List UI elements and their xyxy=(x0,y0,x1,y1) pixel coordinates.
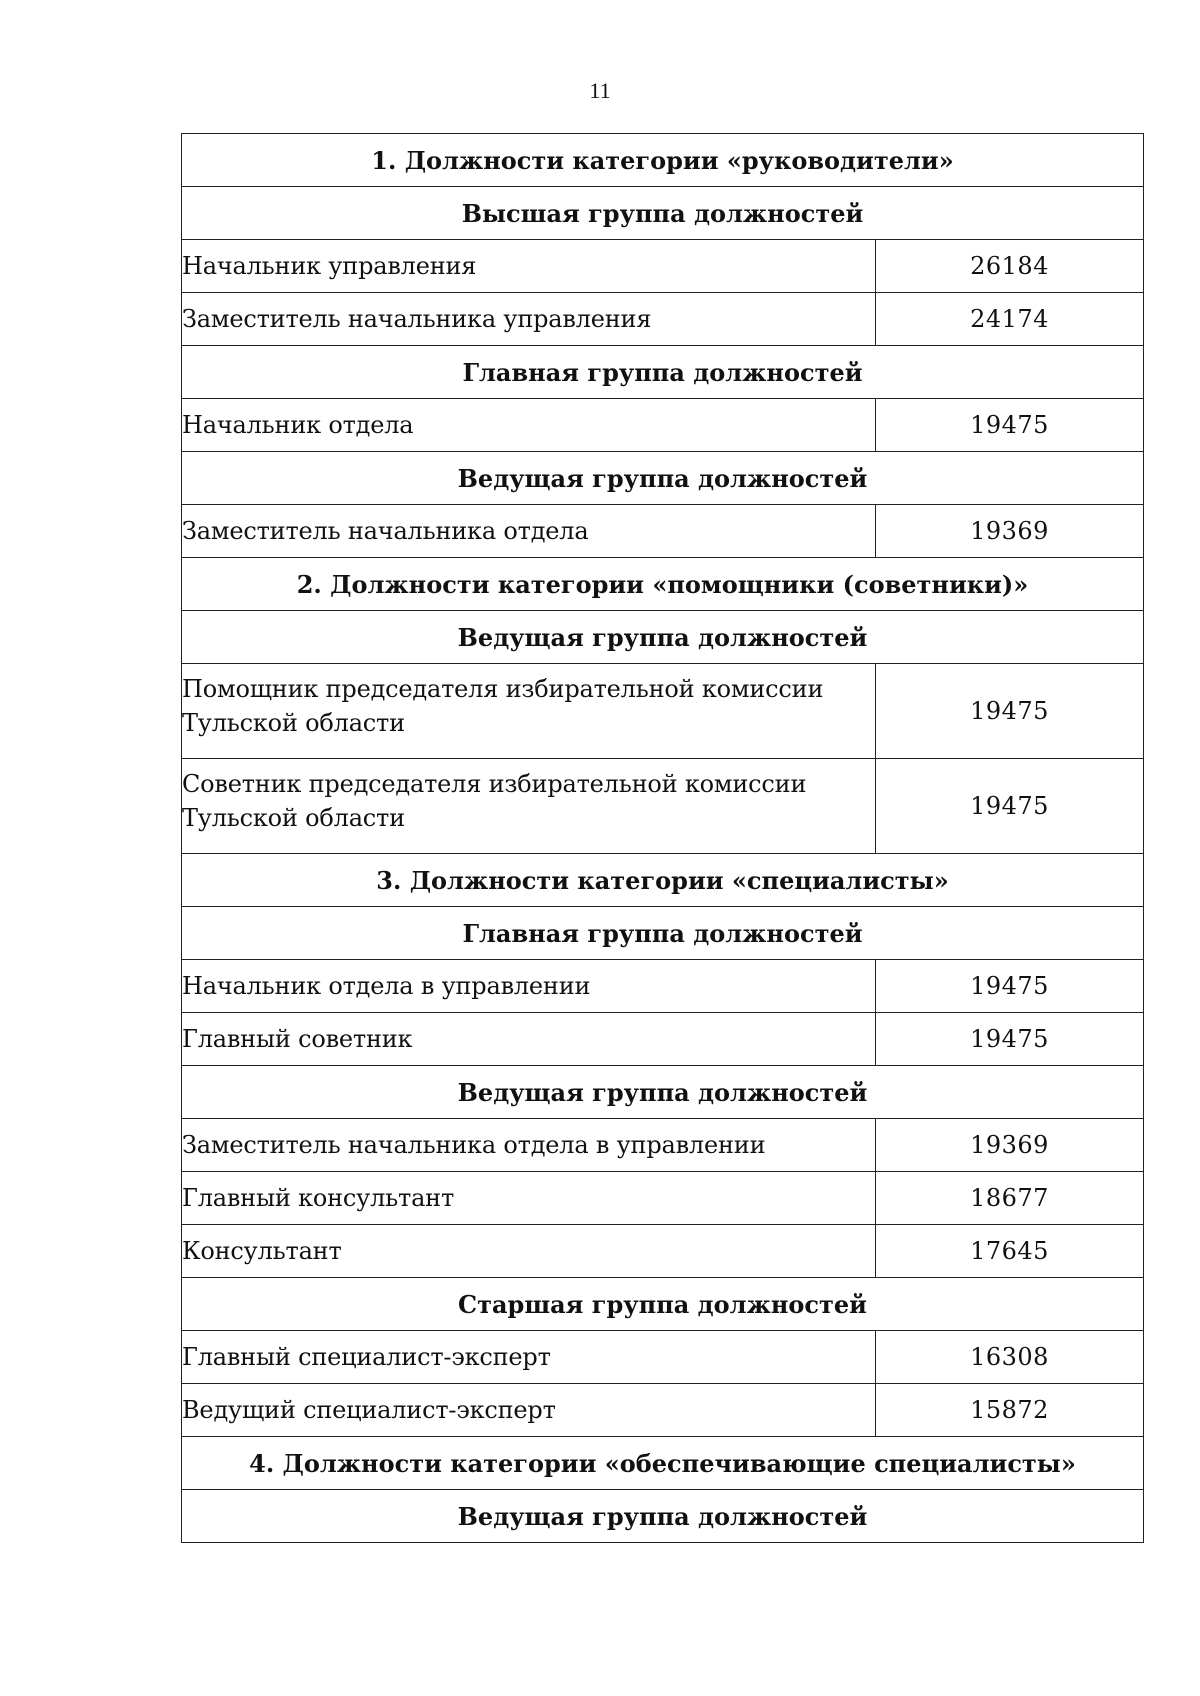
table-row xyxy=(182,1384,1144,1437)
salary-value: 19475 xyxy=(876,399,1144,452)
salary-value: 19475 xyxy=(876,1013,1144,1066)
position-name: Главный специалист-эксперт xyxy=(182,1331,876,1384)
position-name: Главный консультант xyxy=(182,1172,876,1225)
table-row xyxy=(182,1172,1144,1225)
section-header-row xyxy=(182,558,1144,611)
salary-value: 26184 xyxy=(876,240,1144,293)
group-title: Высшая группа должностей xyxy=(182,187,1144,240)
group-header-row xyxy=(182,187,1144,240)
group-header-row xyxy=(182,1066,1144,1119)
table-row xyxy=(182,1119,1144,1172)
table-row xyxy=(182,1013,1144,1066)
position-name: Заместитель начальника отдела в управлении xyxy=(182,1119,876,1172)
group-header-row xyxy=(182,346,1144,399)
group-title: Ведущая группа должностей xyxy=(182,1066,1144,1119)
table-row xyxy=(182,960,1144,1013)
group-header-row xyxy=(182,907,1144,960)
position-name: Заместитель начальника отдела xyxy=(182,505,876,558)
table-row xyxy=(182,1331,1144,1384)
group-header-row xyxy=(182,1490,1144,1543)
page-number: 11 xyxy=(589,78,611,103)
group-title: Ведущая группа должностей xyxy=(182,452,1144,505)
salary-value: 19475 xyxy=(876,664,1144,759)
position-name: Начальник отдела xyxy=(182,399,876,452)
section-title: 1. Должности категории «руководители» xyxy=(182,134,1144,187)
table-row xyxy=(182,240,1144,293)
position-name: Ведущий специалист-эксперт xyxy=(182,1384,876,1437)
group-title: Старшая группа должностей xyxy=(182,1278,1144,1331)
position-name: Консультант xyxy=(182,1225,876,1278)
salary-value: 24174 xyxy=(876,293,1144,346)
salary-table xyxy=(181,133,1144,1543)
section-title: 3. Должности категории «специалисты» xyxy=(182,854,1144,907)
position-name: Заместитель начальника управления xyxy=(182,293,876,346)
salary-value: 18677 xyxy=(876,1172,1144,1225)
table-row xyxy=(182,664,1144,759)
table-row xyxy=(182,293,1144,346)
section-title: 2. Должности категории «помощники (советники)» xyxy=(182,558,1144,611)
salary-value: 19369 xyxy=(876,505,1144,558)
position-name: Помощник председателя избирательной комиссии Тульской области xyxy=(182,664,876,759)
position-name: Начальник управления xyxy=(182,240,876,293)
section-header-row xyxy=(182,1437,1144,1490)
salary-value: 19475 xyxy=(876,960,1144,1013)
section-header-row xyxy=(182,854,1144,907)
table-body xyxy=(182,134,1144,1543)
section-title: 4. Должности категории «обеспечивающие специалисты» xyxy=(182,1437,1144,1490)
salary-value: 19475 xyxy=(876,759,1144,854)
group-title: Главная группа должностей xyxy=(182,907,1144,960)
salary-value: 17645 xyxy=(876,1225,1144,1278)
group-title: Главная группа должностей xyxy=(182,346,1144,399)
section-header-row xyxy=(182,134,1144,187)
table-row xyxy=(182,505,1144,558)
table-row xyxy=(182,759,1144,854)
group-header-row xyxy=(182,1278,1144,1331)
position-name: Начальник отдела в управлении xyxy=(182,960,876,1013)
salary-value: 19369 xyxy=(876,1119,1144,1172)
salary-value: 16308 xyxy=(876,1331,1144,1384)
position-name: Главный советник xyxy=(182,1013,876,1066)
group-header-row xyxy=(182,452,1144,505)
group-header-row xyxy=(182,611,1144,664)
group-title: Ведущая группа должностей xyxy=(182,611,1144,664)
salary-value: 15872 xyxy=(876,1384,1144,1437)
group-title: Ведущая группа должностей xyxy=(182,1490,1144,1543)
position-name: Советник председателя избирательной комиссии Тульской области xyxy=(182,759,876,854)
table-row xyxy=(182,1225,1144,1278)
table-row xyxy=(182,399,1144,452)
